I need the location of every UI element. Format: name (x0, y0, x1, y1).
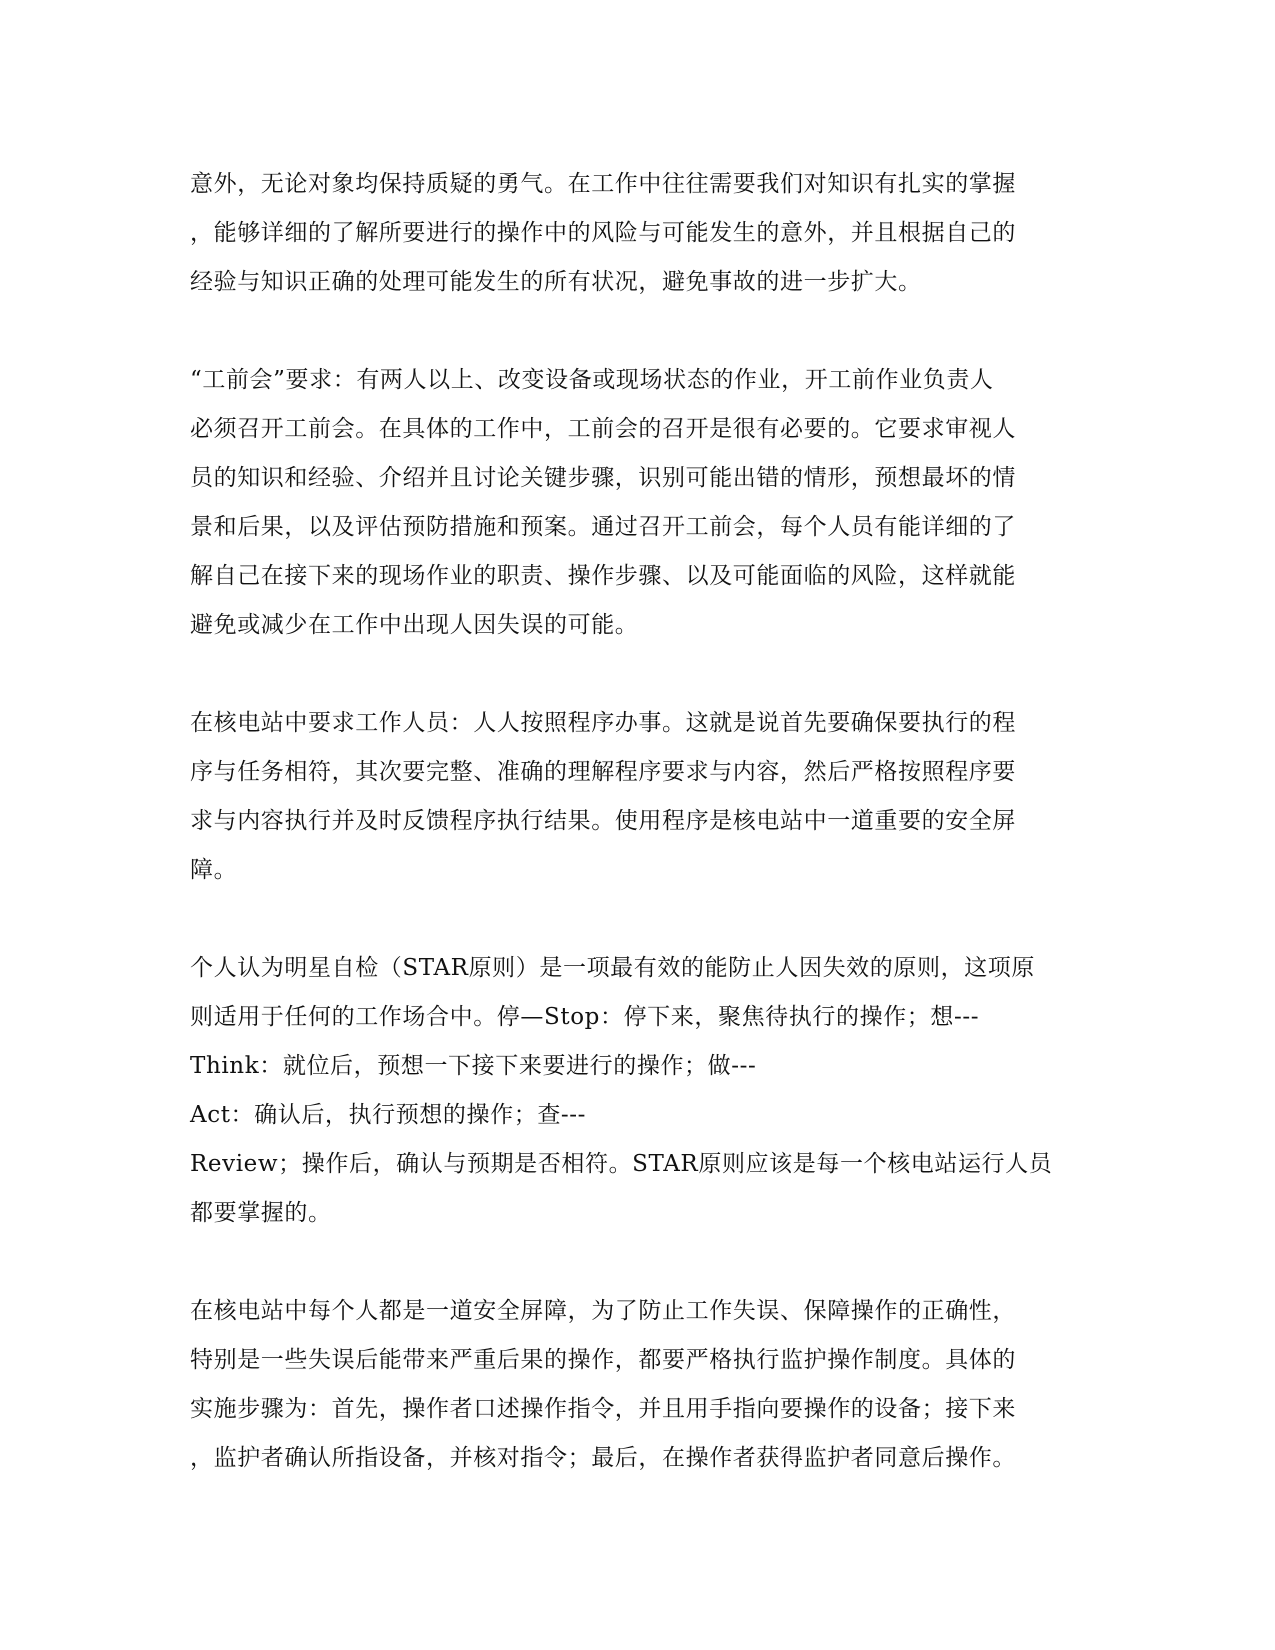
paragraph-3 (190, 699, 1070, 895)
text-line: 特别是一些失误后能带来严重后果的操作，都要严格执行监护操作制度。具体的 (190, 1347, 1016, 1373)
text-line: Review；操作后，确认与预期是否相符。STAR原则应该是每一个核电站运行人员 (190, 1151, 1053, 1177)
paragraph-5 (190, 1287, 1070, 1483)
text-line: 意外，无论对象均保持质疑的勇气。在工作中往往需要我们对知识有扎实的掌握 (190, 171, 1016, 197)
text-line: “工前会”要求：有两人以上、改变设备或现场状态的作业，开工前作业负责人 (190, 367, 994, 393)
text-line: ，监护者确认所指设备，并核对指令；最后，在操作者获得监护者同意后操作。 (190, 1445, 1016, 1471)
text-line: 障。 (190, 857, 238, 883)
text-line: 在核电站中每个人都是一道安全屏障，为了防止工作失误、保障操作的正确性， (190, 1298, 1016, 1324)
text-line: Think：就位后，预想一下接下来要进行的操作；做--- (190, 1053, 757, 1079)
text-line: 必须召开工前会。在具体的工作中，工前会的召开是很有必要的。它要求审视人 (190, 416, 1016, 442)
text-line: 解自己在接下来的现场作业的职责、操作步骤、以及可能面临的风险，这样就能 (190, 563, 1016, 589)
document-body (190, 160, 1070, 1532)
text-line: 则适用于任何的工作场合中。停—Stop：停下来，聚焦待执行的操作；想--- (190, 1004, 980, 1030)
text-line: 实施步骤为：首先，操作者口述操作指令，并且用手指向要操作的设备；接下来 (190, 1396, 1016, 1422)
paragraph-1 (190, 160, 1070, 307)
text-line: 序与任务相符，其次要完整、准确的理解程序要求与内容，然后严格按照程序要 (190, 759, 1016, 785)
text-line: 经验与知识正确的处理可能发生的所有状况，避免事故的进一步扩大。 (190, 269, 922, 295)
paragraph-4 (190, 944, 1070, 1238)
text-line: 避免或减少在工作中出现人因失误的可能。 (190, 612, 639, 638)
text-line: 员的知识和经验、介绍并且讨论关键步骤，识别可能出错的情形，预想最坏的情 (190, 465, 1016, 491)
text-line: 都要掌握的。 (190, 1200, 332, 1226)
text-line: ，能够详细的了解所要进行的操作中的风险与可能发生的意外，并且根据自己的 (190, 220, 1016, 246)
text-line: 求与内容执行并及时反馈程序执行结果。使用程序是核电站中一道重要的安全屏 (190, 808, 1016, 834)
text-line: 在核电站中要求工作人员：人人按照程序办事。这就是说首先要确保要执行的程 (190, 710, 1016, 736)
text-line: Act：确认后，执行预想的操作；查--- (190, 1102, 587, 1128)
text-line: 个人认为明星自检（STAR原则）是一项最有效的能防止人因失效的原则，这项原 (190, 955, 1035, 981)
paragraph-2 (190, 356, 1070, 650)
text-line: 景和后果，以及评估预防措施和预案。通过召开工前会，每个人员有能详细的了 (190, 514, 1016, 540)
